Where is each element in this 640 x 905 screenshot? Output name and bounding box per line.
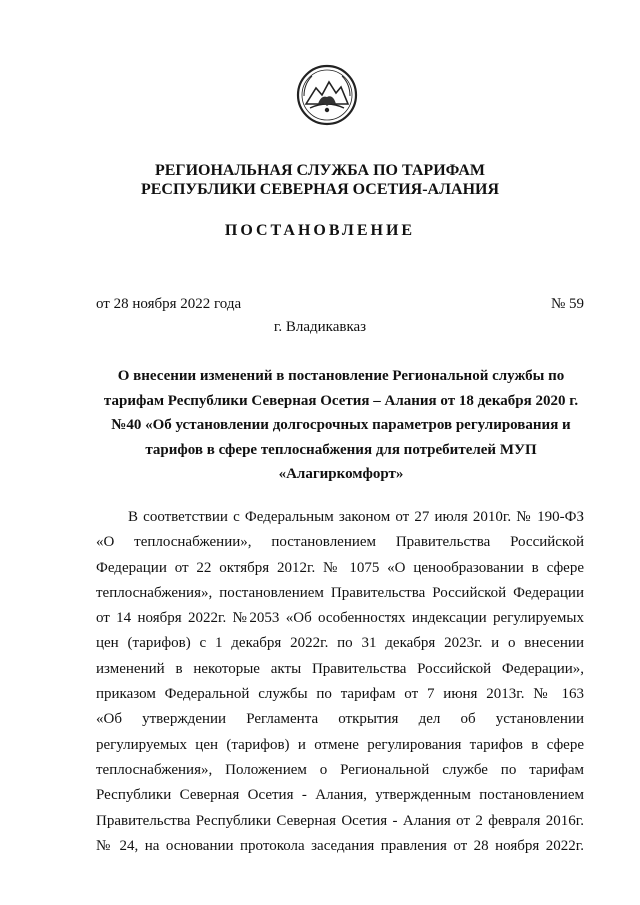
subject-line: №40 «Об установлении долгосрочных параметров регулирования и — [111, 417, 571, 433]
document-body — [96, 505, 584, 859]
subject-line: тарифам Республики Северная Осетия – Алания от 18 декабря 2020 г. — [103, 392, 579, 409]
organization-name-line-2: РЕСПУБЛИКИ СЕВЕРНАЯ ОСЕТИЯ-АЛАНИЯ — [140, 181, 500, 198]
body-line: теплоснабжения», Положением о Региональной службе по тарифам — [96, 761, 584, 778]
coat-of-arms-icon — [296, 64, 358, 126]
document-number: № 59 — [550, 296, 584, 312]
body-line: Федерации от 22 октября 2012г. № 1075 «О ценообразовании в сфере — [96, 559, 584, 576]
document-date: от 28 ноября 2022 года — [96, 296, 242, 312]
body-line: В соответствии с Федеральным законом от 27 июля 2010г. № 190-ФЗ — [128, 509, 584, 525]
body-line: «О теплоснабжении», постановлением Правительства Российской — [96, 534, 584, 551]
body-line: № 24, на основании протокола заседания правления от 28 ноября 2022г. — [96, 837, 584, 854]
body-line: изменений в некоторые акты Правительства Российской Федерации», — [96, 660, 584, 677]
document-type-title: ПОСТАНОВЛЕНИЕ — [224, 222, 416, 239]
subject-line: «Алагиркомфорт» — [278, 466, 404, 482]
body-line: регулируемых цен (тарифов) и отмене регулирования тарифов в сфере — [96, 736, 584, 753]
body-line: приказом Федеральной службы по тарифам от 7 июня 2013г. № 163 — [96, 686, 584, 703]
body-line: от 14 ноября 2022г. №2053 «Об особенностях индексации регулируемых — [96, 610, 584, 627]
document-subject — [96, 364, 586, 487]
organization-name-line-1: РЕГИОНАЛЬНАЯ СЛУЖБА ПО ТАРИФАМ — [154, 162, 486, 179]
body-line: «Об утверждении Регламента открытия дел об установлении — [96, 711, 584, 728]
subject-line: О внесении изменений в постановление Региональной службы по — [117, 368, 565, 384]
body-line: теплоснабжения», постановлением Правительства Российской Федерации — [96, 584, 584, 601]
subject-line: тарифов в сфере теплоснабжения для потребителей МУП — [145, 441, 537, 458]
document-city: г. Владикавказ — [273, 319, 367, 335]
body-line: Республики Северная Осетия - Алания, утвержденным постановлением — [96, 787, 584, 804]
body-line: цен (тарифов) с 1 декабря 2022г. по 31 декабря 2023г. и о внесении — [96, 635, 584, 652]
body-line: Правительства Республики Северная Осетия - Алания от 2 февраля 2016г. — [96, 812, 584, 829]
